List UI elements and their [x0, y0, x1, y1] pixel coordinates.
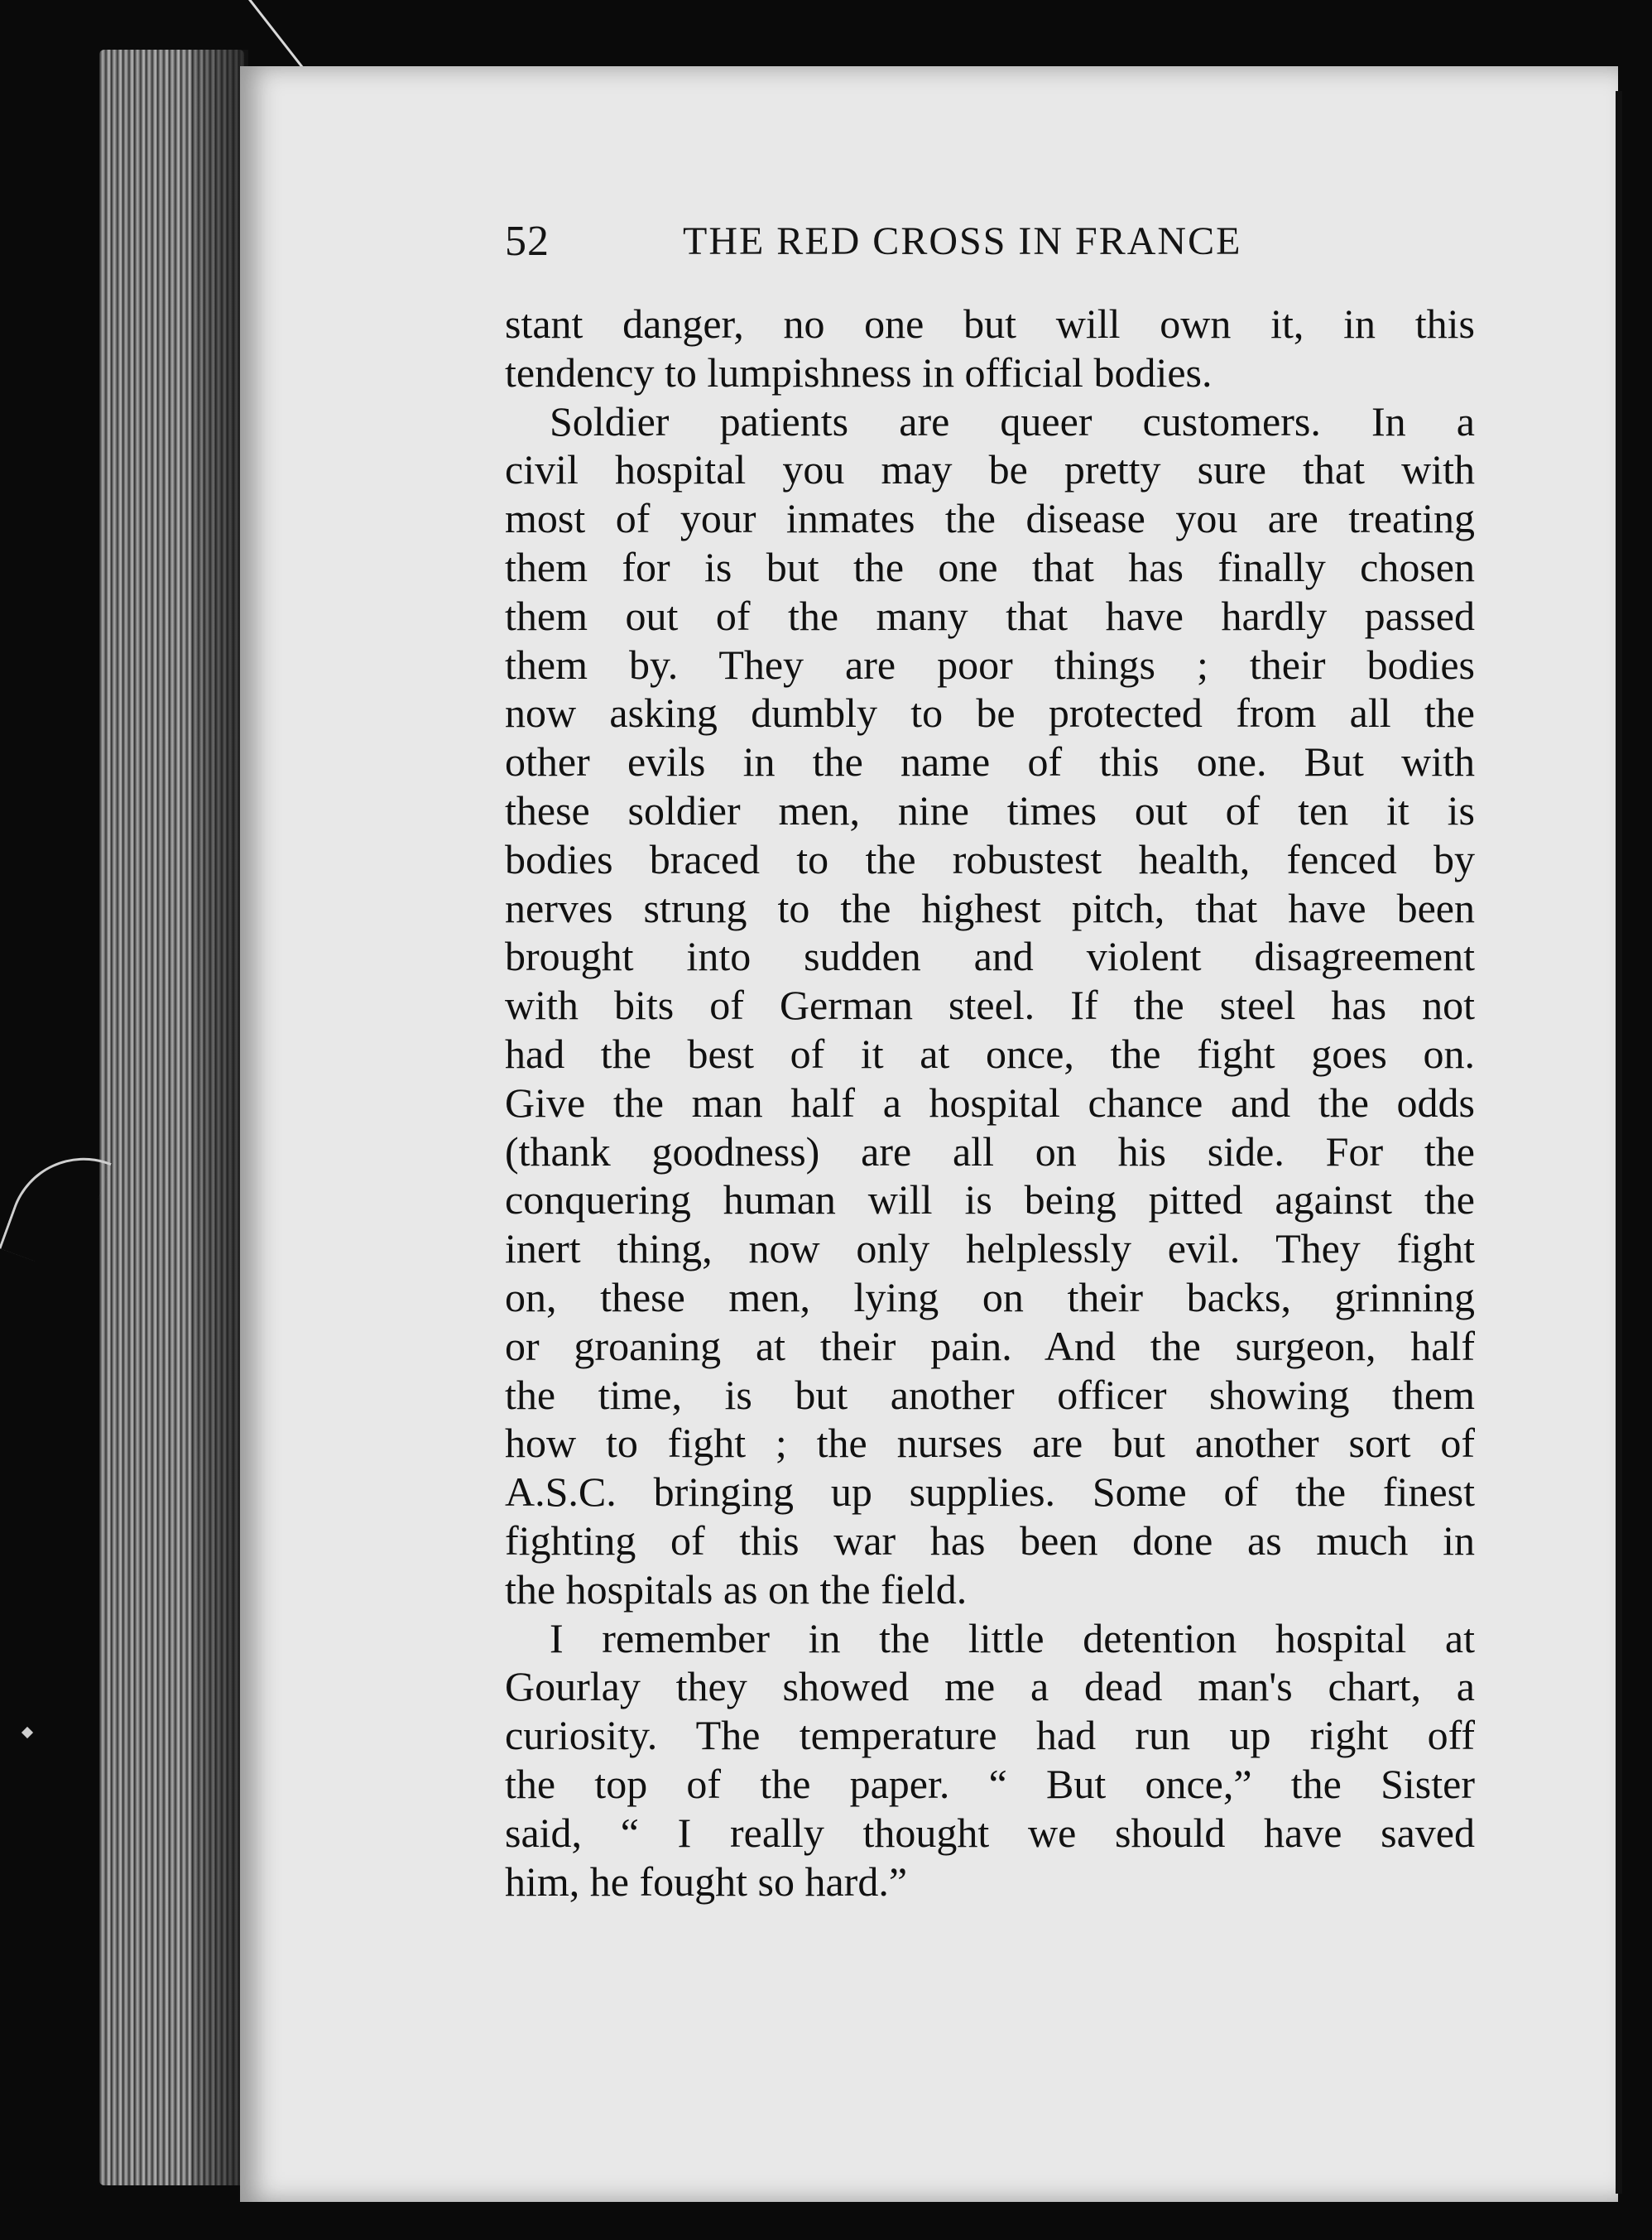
- text-line: them by. They are poor things ; their bodies: [505, 641, 1475, 688]
- text-line: civil hospital you may be pretty sure that with: [505, 446, 1475, 493]
- text-line: them out of the many that have hardly passed: [505, 592, 1475, 639]
- page-header: [505, 209, 1333, 275]
- text-line: curiosity. The temperature had run up right off: [505, 1712, 1475, 1759]
- text-line: (thank goodness) are all on his side. For the: [505, 1127, 1475, 1175]
- text-line: Gourlay they showed me a dead man's chart, a: [505, 1663, 1475, 1710]
- text-line: Soldier patients are queer customers. In a: [550, 397, 1475, 445]
- text-line: other evils in the name of this one. But with: [505, 738, 1475, 786]
- text-line: fighting of this war has been done as much in: [505, 1517, 1475, 1564]
- text-line: the hospitals as on the field.: [505, 1565, 968, 1613]
- page-number: 52: [505, 218, 550, 265]
- text-line: them for is but the one that has finally chosen: [505, 543, 1475, 590]
- text-line: the time, is but another officer showing them: [505, 1371, 1475, 1418]
- body-text: [505, 300, 1475, 1906]
- text-line: inert thing, now only helplessly evil. They fight: [505, 1225, 1475, 1272]
- text-line: tendency to lumpishness in official bodies.: [505, 348, 1213, 396]
- text-line: these soldier men, nine times out of ten it is: [505, 786, 1475, 834]
- text-line: conquering human will is being pitted against the: [505, 1176, 1475, 1223]
- text-line: or groaning at their pain. And the surgeon, half: [505, 1322, 1475, 1369]
- text-line: bodies braced to the robustest health, fenced by: [505, 835, 1475, 882]
- text-line: brought into sudden and violent disagreement: [505, 933, 1475, 980]
- right-page-edge: [1616, 91, 1622, 2194]
- text-line: now asking dumbly to be protected from all the: [505, 690, 1475, 737]
- text-line: nerves strung to the highest pitch, that have been: [505, 884, 1475, 931]
- text-line: Give the man half a hospital chance and the odds: [505, 1079, 1475, 1126]
- text-line: on, these men, lying on their backs, grinning: [505, 1273, 1475, 1320]
- text-line: A.S.C. bringing up supplies. Some of the finest: [505, 1468, 1475, 1516]
- text-line: had the best of it at once, the fight goes on.: [505, 1030, 1475, 1077]
- text-line: stant danger, no one but will own it, in this: [505, 300, 1475, 347]
- running-title: THE RED CROSS IN FRANCE: [683, 219, 1242, 263]
- text-line: said, “ I really thought we should have saved: [505, 1809, 1475, 1856]
- text-line: most of your inmates the disease you are treating: [505, 495, 1475, 542]
- text-line: I remember in the little detention hospital at: [550, 1614, 1475, 1661]
- text-line: the top of the paper. “ But once,” the Sister: [505, 1760, 1475, 1807]
- text-line: with bits of German steel. If the steel has not: [505, 982, 1475, 1029]
- text-line: how to fight ; the nurses are but another sort of: [505, 1420, 1475, 1467]
- text-line: him, he fought so hard.”: [505, 1858, 908, 1905]
